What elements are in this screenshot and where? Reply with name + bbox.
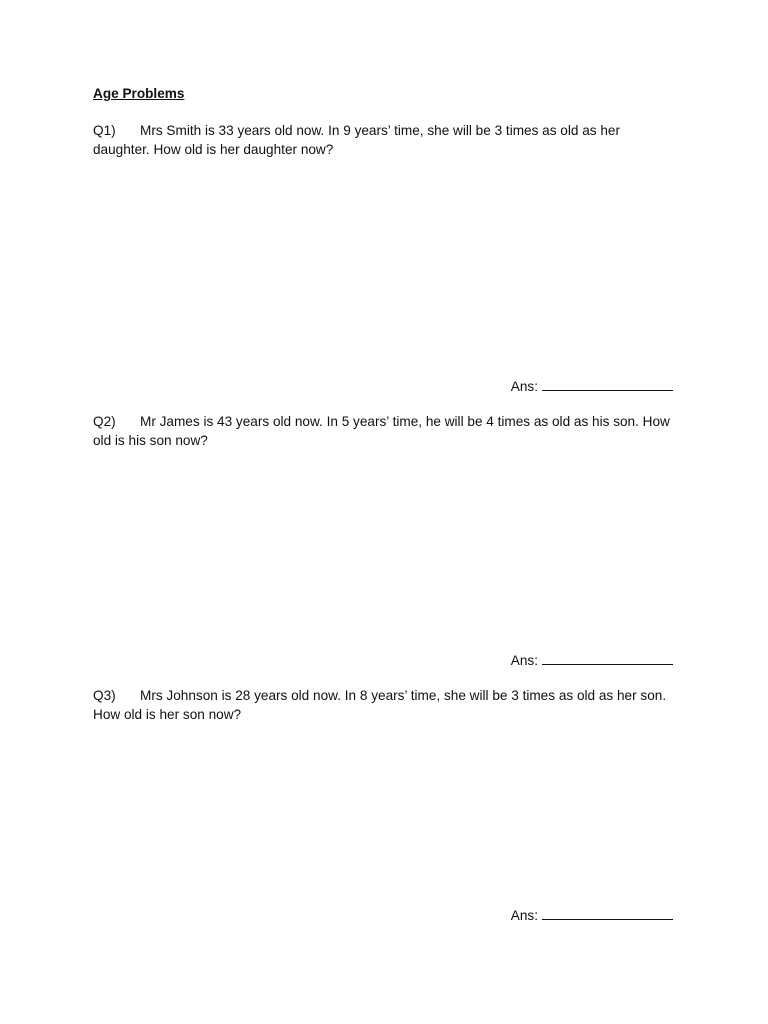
question-number: Q2) [93,414,116,429]
question-3 [93,686,673,724]
question-2 [93,412,673,450]
question-text: Mrs Johnson is 28 years old now. In 8 years’ time, she will be 3 times as old as her son. How old is her son now? [93,688,667,722]
answer-line-3 [511,905,673,925]
question-text: Mrs Smith is 33 years old now. In 9 years’ time, she will be 3 times as old as her daughter. How old is her daughter now? [93,123,621,157]
answer-line-2 [511,650,673,670]
page-title: Age Problems [93,86,185,101]
answer-blank[interactable] [542,376,673,391]
question-number: Q1) [93,123,116,138]
question-text: Mr James is 43 years old now. In 5 years’ time, he will be 4 times as old as his son. How old is his son now? [93,414,670,448]
answer-label: Ans: [510,379,538,394]
question-1 [93,121,673,159]
answer-label: Ans: [510,653,538,668]
answer-label: Ans: [510,908,538,923]
question-number: Q3) [93,688,116,703]
answer-blank[interactable] [542,905,673,920]
answer-blank[interactable] [542,650,673,665]
answer-line-1 [511,376,673,396]
